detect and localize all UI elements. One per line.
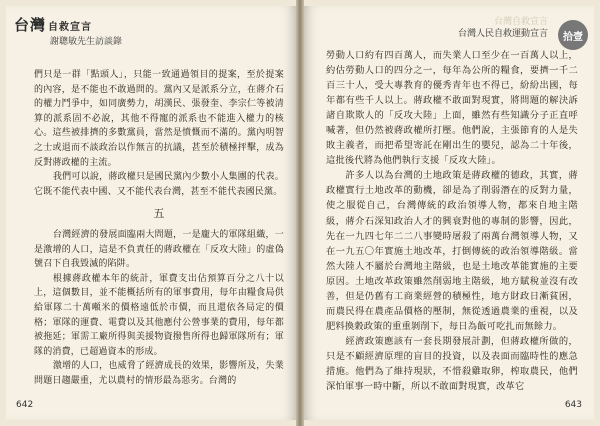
paragraph: 經濟政策應該有一套長期發展計劃，但蔣政權所做的，只是不顧經濟原理的盲目的投資，以及表面而臨時性的應急措施。他們為了維持現狀，不惜殺雞取卵，榨取農民，他們深怕軍事一時中斷，所以不敢面對現實，改革它 xyxy=(326,335,578,393)
right-page xyxy=(304,6,594,420)
paragraph: 根據蔣政權本年的統計，軍費支出佔預算百分之八十以上，這個數目，並不能概括所有的軍事費用，每年由糧食局供給軍隊二十萬噸米的價格遠低於市價，而且還依各局定的價格；軍隊的運費、電費以及其他應付公營事業的費用，每年都被拖延；軍需工廠所得與美援物資撥售所得也歸軍隊所有；軍隊的消費，已超過資本的形成。 xyxy=(34,273,284,357)
paragraph: 台灣經濟的發展面臨兩大問題，一是龐大的軍隊組織，一是激增的人口，這是不負責任的蔣政權在「反攻大陸」的虛偽號召下自我毀滅的陷阱。 xyxy=(34,229,284,270)
paragraph: 勞動人口約有四百萬人，而失業人口至少在一百萬人以上，約估勞動人口的四分之一，每年為公所的糧食，要擠一千二百三十人，受大專教育的優秀青年也不得已，紛紛出國，每年都有些千人以上。蔣政權不敢面對現實，將問題的解決訴諸自欺欺人的「反攻大陸」上面，雖然有些知識分子正直呼喊著，但仍然被蔣政權所打壓。他們說，主張節育的人是失敗主義者，而把希望寄託在剛出生的嬰兒，認為二十年後，這批後代將為他們執行支援「反攻大陸」。 xyxy=(326,50,578,167)
book-subtitle: 謝聰敏先生訪談錄 xyxy=(50,37,123,47)
chapter-title: 台灣人民自救運動宣言 xyxy=(457,29,548,39)
section-number: 五 xyxy=(153,207,165,221)
series-title-suffix: 自救宣言 xyxy=(48,22,93,33)
faint-header-text: 台灣自救宣言 xyxy=(493,17,548,27)
page-number-left: 642 xyxy=(16,400,34,410)
paragraph: 我們可以說，蔣政權只是國民黨內少數小人集團的代表。它既不能代表中國、又不能代表台灣，甚至不能代表國民黨。 xyxy=(34,172,284,197)
book-gutter xyxy=(296,0,304,426)
left-running-header xyxy=(14,14,284,48)
chapter-badge: 拾壹 xyxy=(558,20,588,50)
left-page xyxy=(6,6,296,420)
right-body-text xyxy=(326,48,578,394)
left-body-text xyxy=(34,68,284,388)
series-title xyxy=(14,14,92,35)
page-number-right: 643 xyxy=(564,400,582,410)
series-title-main: 台灣 xyxy=(14,16,47,34)
paragraph: 們只是一群「點頭人」，只能一致通過領目的提案，至於提案的內容，是不能也不敢過問的。黨內又是派系分立，在蔣介石的權力鬥爭中，如同廣勢力，胡漢民、張發奎、李宗仁等被清算的派系固不必說，其他不得寵的派系也不能進入權力的核心。這些被排擠的多數黨員，當然是憤慨而不滿的。黨內明智之士或退而不談政治以作無言的抗議，甚至於積極抨擊，成為反對蔣政權的主流。 xyxy=(34,70,284,168)
paragraph: 許多人以為台灣的土地政策是蔣政權的德政，其實，蔣政權實行土地改革的動機，卻是為了削弱潛在的反對力量，使之服從自己，台灣傳統的政治領導人物，都來自地主階級，蔣介石深知政治人才的興衰對他的專制的影響，因此，先在一九四七年二二八事變時屠殺了兩萬台灣領導人物，又在一九五〇年實施土地改革，打倒傳統的政治領導階級。當然大陸人不屬於台灣地主階級，也是土地改革能實施的主要原因。土地改革政策雖然削弱地主階級，地方賦稅並沒有改善，但是仍舊有工商業經營的積極性，地方財政日漸貧困，而農民得在農產品價格的壓制，無從透過農業的重視，以及肥料換穀政策的重重剝削下，每日為飯可吃扎而無餘力。 xyxy=(326,170,578,332)
paragraph: 激增的人口，也威脅了經濟成長的效果，影響所及，失業問題日趨嚴重，尤以農村的情形最為惡劣。台灣的 xyxy=(34,361,284,386)
